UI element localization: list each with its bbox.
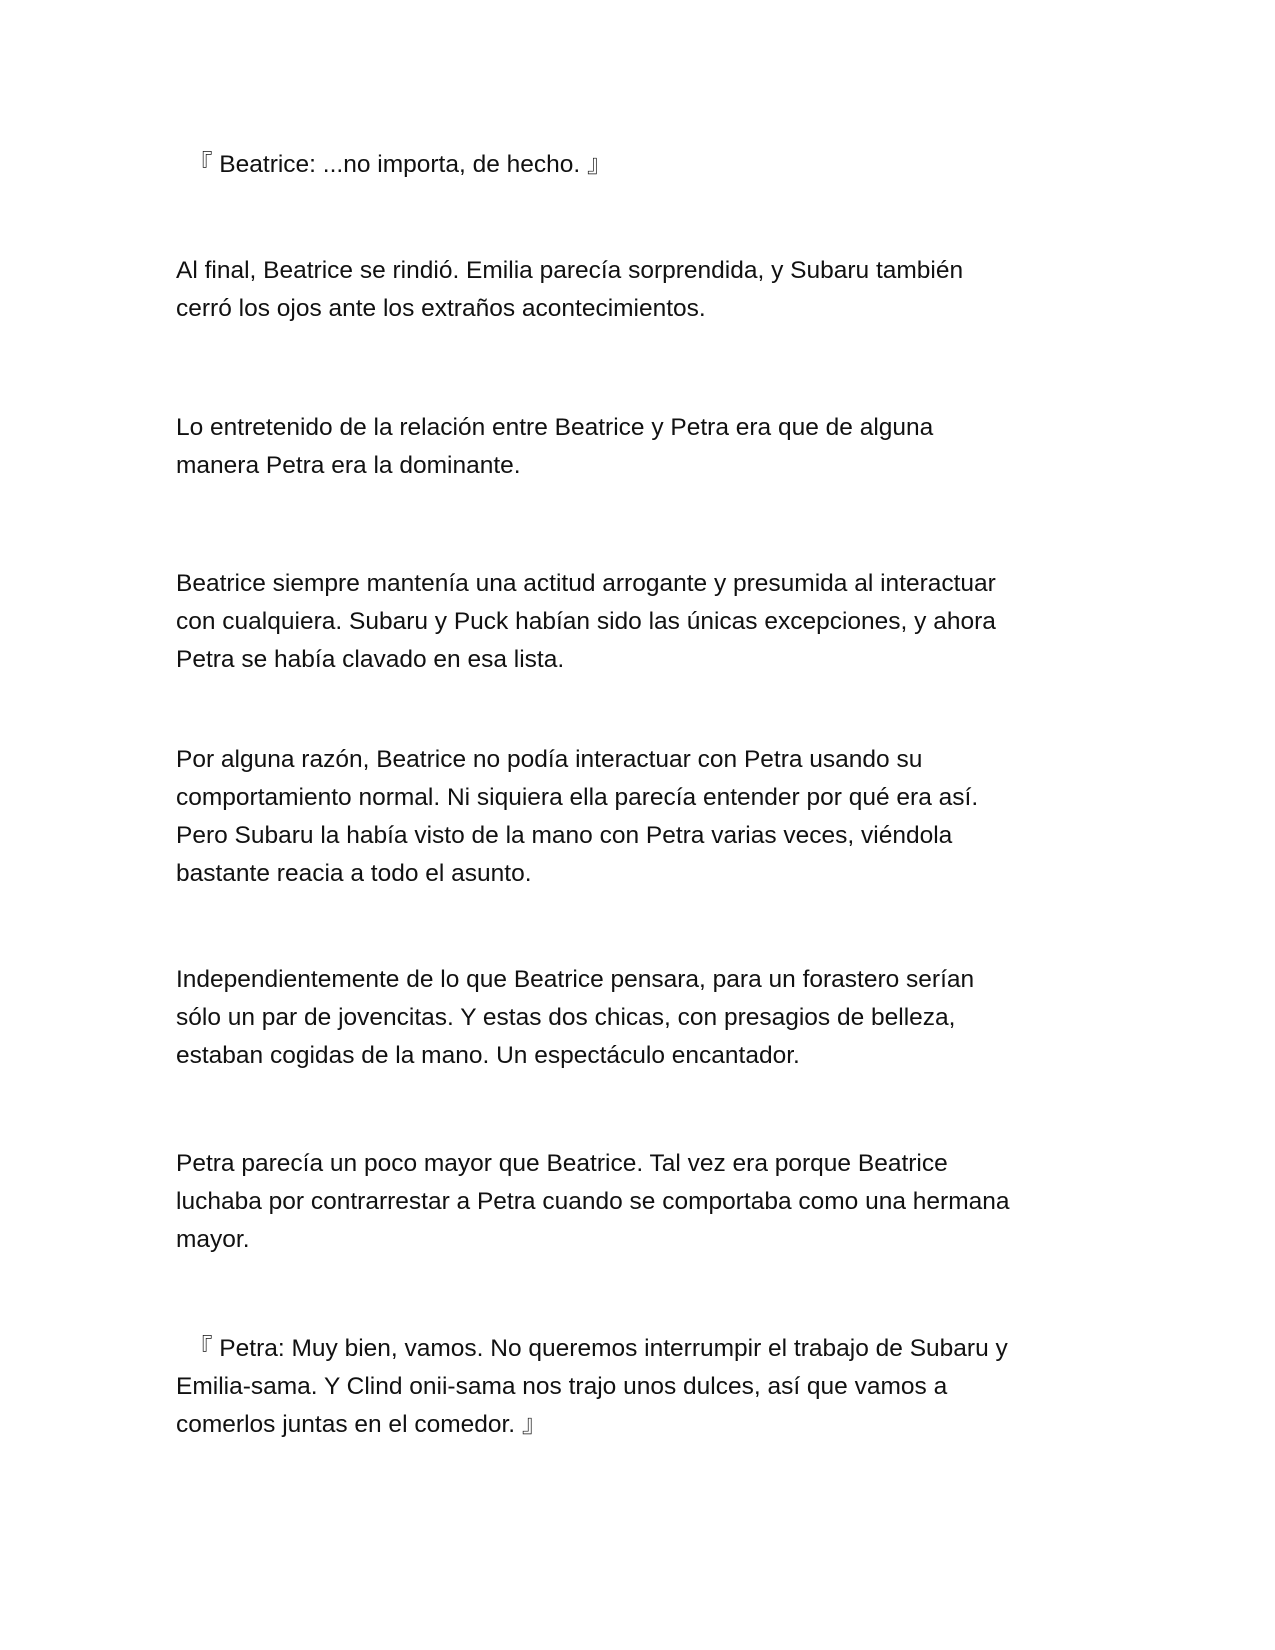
paragraph-narration: Lo entretenido de la relación entre Beatrice y Petra era que de alguna manera Petra era la dominante.	[176, 414, 934, 479]
paragraph-narration: Petra parecía un poco mayor que Beatrice. Tal vez era porque Beatrice luchaba por contrarrestar a Petra cuando se comportaba como una hermana mayor.	[176, 1150, 1010, 1253]
paragraph-dialogue-petra: 『 Petra: Muy bien, vamos. No queremos interrumpir el trabajo de Subaru y Emilia-sama. Y Clind onii-sama nos trajo unos dulces, así que vamos a comerlos juntas en el comedor. 』	[176, 1335, 1008, 1438]
paragraph-narration: Al final, Beatrice se rindió. Emilia parecía sorprendida, y Subaru también cerró los ojos ante los extraños acontecimientos.	[176, 257, 964, 322]
paragraph-narration: Beatrice siempre mantenía una actitud arrogante y presumida al interactuar con cualquiera. Subaru y Puck habían sido las únicas excepciones, y ahora Petra se había clavado en esa lista.	[176, 570, 996, 673]
paragraph-narration: Independientemente de lo que Beatrice pensara, para un forastero serían sólo un par de jovencitas. Y estas dos chicas, con presagios de belleza, estaban cogidas de la mano. Un espectáculo encantador.	[176, 966, 975, 1069]
paragraph-dialogue-beatrice: 『 Beatrice: ...no importa, de hecho. 』	[188, 151, 612, 178]
paragraph-narration: Por alguna razón, Beatrice no podía interactuar con Petra usando su comportamiento normal. Ni siquiera ella parecía entender por qué era así. Pero Subaru la había visto de la mano con Petra varias veces, viéndola bastante reacia a todo el asunto.	[176, 746, 979, 887]
